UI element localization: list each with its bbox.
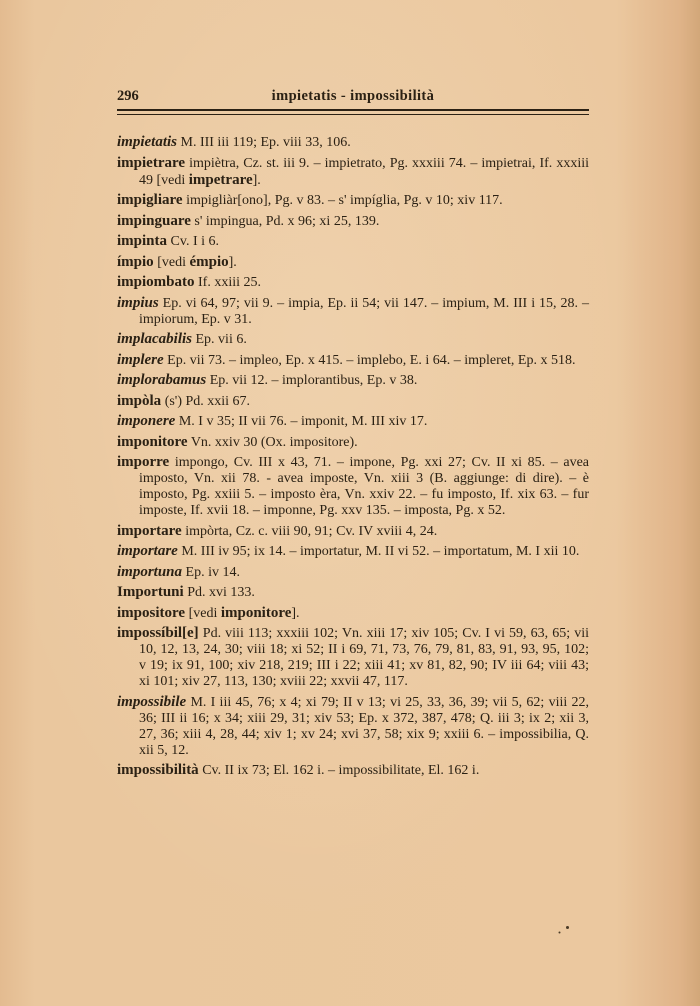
dictionary-entry bbox=[117, 155, 589, 189]
entry-headword: ímpio bbox=[117, 253, 154, 270]
page-number: 296 bbox=[117, 88, 139, 104]
entry-headword: impiombato bbox=[117, 274, 195, 290]
entry-headword: impossibilità bbox=[117, 762, 199, 778]
entry-references: Pd. xvi 133. bbox=[187, 585, 255, 600]
entry-headword: impositore bbox=[117, 604, 186, 621]
dictionary-entry bbox=[117, 331, 589, 348]
entry-headword: impossibile bbox=[117, 693, 187, 710]
dictionary-entry bbox=[117, 625, 589, 690]
entry-headword: impinta bbox=[117, 233, 168, 249]
dictionary-entry bbox=[117, 254, 589, 271]
entry-headword: Importuni bbox=[117, 584, 184, 600]
entry-headword: impòla bbox=[117, 392, 162, 409]
entry-headword: impigliare bbox=[117, 192, 183, 208]
entry-references: Ep. iv 14. bbox=[185, 564, 240, 580]
entry-references: Ep. vi 64, 97; vii 9. – impia, Ep. ii 54; vii 147. – impium, M. III i 15, 28. – impiorum, Ep. v 31. bbox=[139, 295, 589, 327]
entry-list bbox=[117, 134, 589, 779]
dictionary-entry bbox=[117, 523, 589, 540]
entry-references: (s') Pd. xxii 67. bbox=[164, 393, 251, 409]
entry-references: If. xxiii 25. bbox=[198, 275, 262, 290]
entry-headword: importuna bbox=[117, 563, 183, 580]
ink-speck bbox=[566, 926, 569, 929]
dictionary-entry bbox=[117, 543, 589, 560]
entry-references: Cv. I i 6. bbox=[170, 234, 219, 249]
entry-references: Pd. viii 113; xxxiii 102; Vn. xiii 17; xiv 105; Cv. I vi 59, 63, 65; vii 10, 12, 13, 24, 30; viii 18; xi 52; II i 69, 71, 73, 76, 79, 81, 83, 91, 93, 95, 102; v 19; ix 91, 100; xiv 218, 219; III i 22; xiii 41; xv 81, 82, 90; IV iii 64; viii 43; xi 101; xiv 27, 113, 130; xviii 22; xxvii 47, 117. bbox=[139, 626, 589, 689]
dictionary-entry bbox=[117, 295, 589, 328]
entry-references: impòrta, Cz. c. viii 90, 91; Cv. IV xviii 4, 24. bbox=[185, 523, 438, 539]
entry-references: Ep. vii 12. – implorantibus, Ep. v 38. bbox=[209, 373, 418, 388]
entry-headword: importare bbox=[117, 543, 178, 559]
dictionary-entry bbox=[117, 694, 589, 759]
entry-references: Ep. vii 73. – impleo, Ep. x 415. – implebo, E. i 64. – impleret, Ep. x 518. bbox=[167, 352, 576, 368]
entry-references: impongo, Cv. III x 43, 71. – impone, Pg. xxi 27; Cv. II xi 85. – avea imposto, Vn. xii 78. - avea imposte, Vn. xiii 3 (B. aggiunge: di dire). – è imposto, Pg. xxiii 5. – imposto èra, Vn. xxiv 22. – fu imposto, If. xix 63. – fur imposte, If. xvii 18. – imponne, Pg. xxv 135. – imposta, Pg. x 52. bbox=[139, 455, 589, 518]
entry-references: [vedi bbox=[157, 254, 190, 270]
dictionary-entry bbox=[117, 134, 589, 151]
entry-references: M. III iii 119; Ep. viii 33, 106. bbox=[180, 135, 351, 150]
entry-references: M. I v 35; II vii 76. – imponit, M. III xiv 17. bbox=[178, 414, 428, 429]
entry-references: [vedi bbox=[188, 605, 221, 621]
entry-crossref: imponitore bbox=[220, 604, 292, 621]
dictionary-entry bbox=[117, 393, 589, 410]
page-header bbox=[117, 88, 589, 106]
dictionary-entry bbox=[117, 605, 589, 622]
dictionary-entry bbox=[117, 372, 589, 389]
entry-headword: impossíbil[e] bbox=[117, 625, 199, 641]
entry-references: Ep. vii 6. bbox=[195, 332, 247, 347]
dictionary-entry bbox=[117, 454, 589, 519]
entry-references: M. I iii 45, 76; x 4; xi 79; II v 13; vi 25, 33, 36, 39; vii 5, 62; viii 22, 36; III ii 16; x 34; xiii 29, 31; xiv 53; Ep. x 372, 387, 478; Q. iii 3; ix 2; xii 3, 27, 36; xiii 4, 28, 44; xiv 1; xv 24; xvi 37, 58; xix 9; xxiii 6. – impossibilia, Q. xii 5, 12. bbox=[139, 694, 590, 758]
entry-headword: impius bbox=[117, 294, 159, 311]
dictionary-entry bbox=[117, 233, 589, 250]
entry-references: Cv. II ix 73; El. 162 i. – impossibilitate, El. 162 i. bbox=[202, 763, 480, 778]
entry-references: M. III iv 95; ix 14. – importatur, M. II vi 52. – importatum, M. I xii 10. bbox=[181, 544, 580, 559]
entry-crossref: impetrare bbox=[188, 171, 253, 188]
entry-references-tail: ]. bbox=[252, 172, 261, 188]
entry-headword: impinguare bbox=[117, 212, 191, 229]
entry-headword: imponitore bbox=[117, 433, 188, 450]
dictionary-entry bbox=[117, 413, 589, 430]
entry-references-tail: ]. bbox=[228, 254, 237, 270]
dictionary-entry bbox=[117, 213, 589, 230]
entry-crossref: émpio bbox=[189, 253, 229, 270]
entry-headword: imponere bbox=[117, 413, 176, 429]
double-rule bbox=[117, 109, 589, 115]
entry-references: Vn. xxiv 30 (Ox. impositore). bbox=[190, 434, 358, 450]
entry-headword: implere bbox=[117, 351, 164, 368]
entry-headword: imporre bbox=[117, 454, 170, 470]
entry-references-tail: ]. bbox=[291, 605, 300, 621]
entry-references: impiètra, Cz. st. iii 9. – impietrato, Pg. xxxiii 74. – impietrai, If. xxxiii 49 [vedi bbox=[139, 155, 590, 188]
entry-references: s' impingua, Pd. x 96; xi 25, 139. bbox=[194, 213, 380, 229]
dictionary-entry bbox=[117, 192, 589, 209]
entry-headword: implacabilis bbox=[117, 331, 192, 347]
running-header: impietatis - impossibilità bbox=[271, 88, 435, 104]
entry-headword: impietatis bbox=[117, 134, 177, 150]
entry-headword: importare bbox=[117, 522, 182, 539]
dictionary-entry bbox=[117, 434, 589, 451]
dictionary-entry bbox=[117, 584, 589, 601]
dictionary-entry bbox=[117, 564, 589, 581]
dictionary-entry bbox=[117, 352, 589, 369]
entry-references: impigliàr[ono], Pg. v 83. – s' impíglia, Pg. v 10; xiv 117. bbox=[186, 193, 503, 208]
page-content bbox=[117, 88, 589, 783]
entry-headword: implorabamus bbox=[117, 372, 207, 388]
dictionary-entry bbox=[117, 274, 589, 291]
dictionary-entry bbox=[117, 762, 589, 779]
entry-headword: impietrare bbox=[117, 154, 186, 171]
